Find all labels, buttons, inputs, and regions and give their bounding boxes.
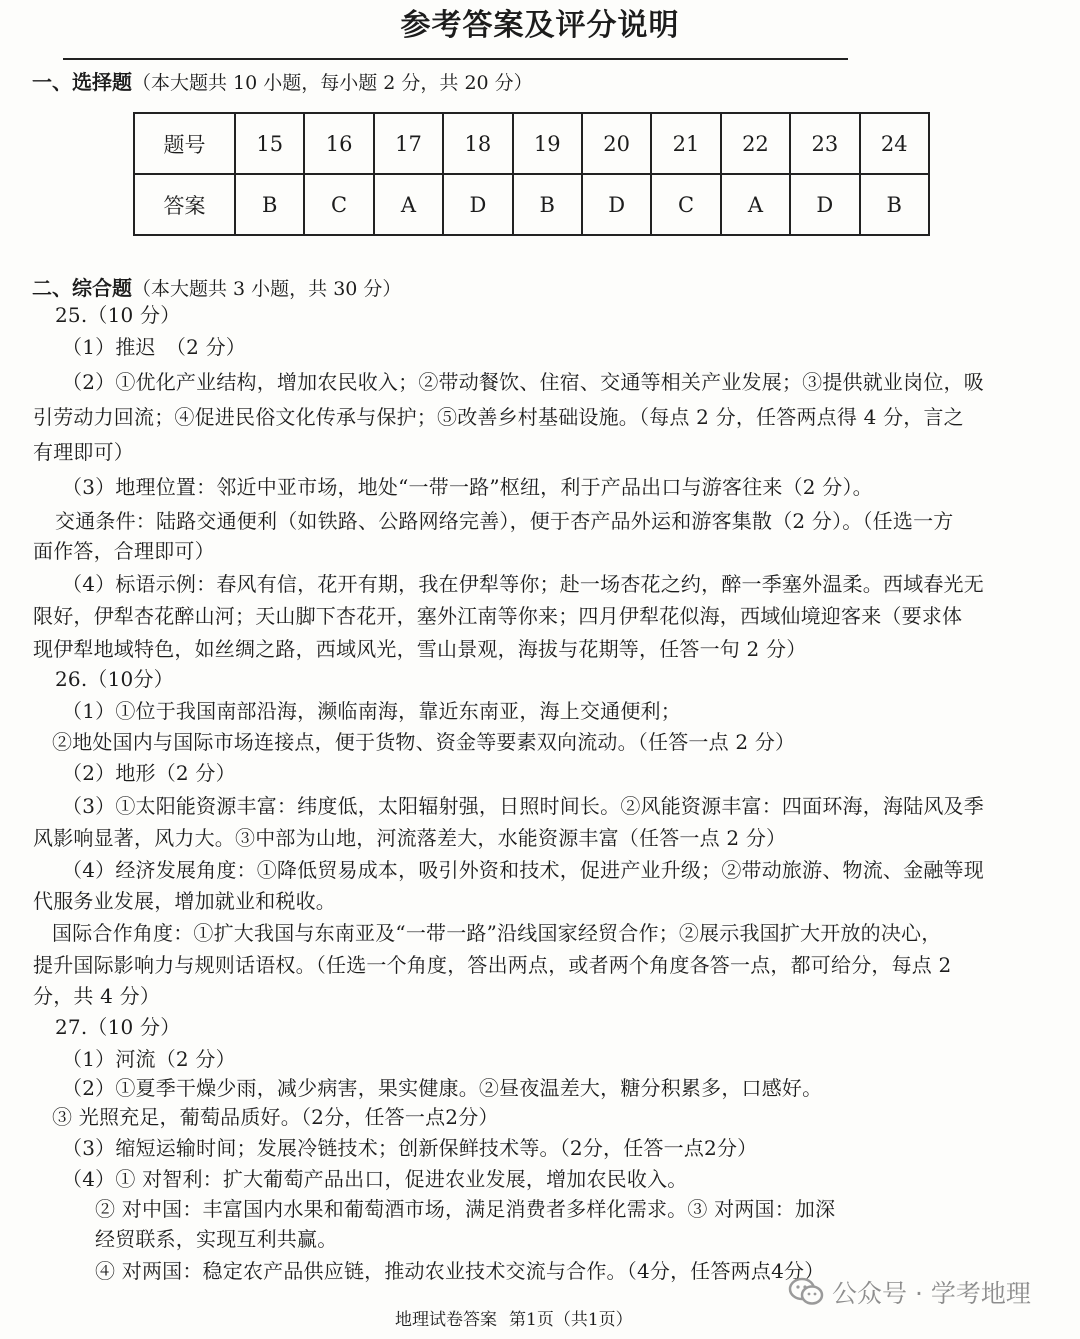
section-1-heading xyxy=(32,66,533,95)
answer-line: ④ 对两国：稳定农产品供应链，推动农业技术交流与合作。（4分，任答两点4分） xyxy=(95,1259,825,1283)
answer-line: （1）河流（2 分） xyxy=(62,1047,236,1071)
answer-line: ② 对中国：丰富国内水果和葡萄酒市场，满足消费者多样化需求。③ 对两国：加深 xyxy=(95,1197,836,1221)
table-cell: 18 xyxy=(443,113,512,174)
answer-table xyxy=(133,112,930,236)
answer-line: 经贸联系，实现互利共赢。 xyxy=(95,1227,338,1251)
table-cell: 21 xyxy=(651,113,720,174)
row-label-answer: 答案 xyxy=(134,174,235,235)
answer-line: 限好，伊犁杏花醉山河；天山脚下杏花开，塞外江南等你来；四月伊犁花似海，西域仙境迎客来（要求体 xyxy=(33,604,963,628)
answer-line: （2）地形（2 分） xyxy=(62,761,236,785)
answer-line: 交通条件：陆路交通便利（如铁路、公路网络完善），便于杏产品外运和游客集散（2 分）。（任选一方 xyxy=(55,509,954,533)
answer-line: （4）① 对智利：扩大葡萄产品出口，促进农业发展，增加农民收入。 xyxy=(62,1167,688,1191)
answer-line: （3）①太阳能资源丰富：纬度低，太阳辐射强，日照时间长。②风能资源丰富：四面环海，海陆风及季 xyxy=(62,794,984,818)
answer-line: 分，共 4 分） xyxy=(33,984,161,1008)
table-cell: B xyxy=(860,174,929,235)
table-cell: D xyxy=(582,174,651,235)
table-cell: 15 xyxy=(235,113,304,174)
table-cell: B xyxy=(235,174,304,235)
table-cell: A xyxy=(374,174,443,235)
answer-line: 现伊犁地域特色，如丝绸之路，西域风光，雪山景观，海拔与花期等，任答一句 2 分） xyxy=(33,637,807,661)
question-27-heading: 27.（10 分） xyxy=(55,1015,181,1039)
answer-line: （2）①优化产业结构，增加农民收入；②带动餐饮、住宿、交通等相关产业发展；③提供就业岗位，吸 xyxy=(62,370,984,394)
table-cell: 17 xyxy=(374,113,443,174)
answer-line: （3）缩短运输时间；发展冷链技术；创新保鲜技术等。（2分，任答一点2分） xyxy=(62,1136,758,1160)
table-cell: C xyxy=(651,174,720,235)
section-2-heading xyxy=(32,272,401,301)
table-cell: 16 xyxy=(304,113,373,174)
answer-line: （1）①位于我国南部沿海，濒临南海，靠近东南亚，海上交通便利； xyxy=(62,699,681,723)
table-cell: B xyxy=(513,174,582,235)
page-footer xyxy=(395,1305,645,1330)
answer-line: 风影响显著，风力大。③中部为山地，河流落差大，水能资源丰富（任答一点 2 分） xyxy=(33,826,787,850)
watermark-text: 公众号 · 学考地理 xyxy=(832,1279,1031,1308)
answer-line: （4）标语示例：春风有信，花开有期，我在伊犁等你；赴一场杏花之约，醉一季塞外温柔。西域春光无 xyxy=(62,572,984,596)
table-cell: C xyxy=(304,174,373,235)
watermark xyxy=(788,1272,1031,1312)
section-2-title: 二、综合题 xyxy=(32,276,132,300)
question-25-heading: 25.（10 分） xyxy=(55,303,181,327)
answer-line: ②地处国内与国际市场连接点，便于货物、资金等要素双向流动。（任答一点 2 分） xyxy=(52,730,796,754)
table-cell: D xyxy=(790,174,859,235)
table-row-answers xyxy=(134,174,929,235)
answer-line: （4）经济发展角度：①降低贸易成本，吸引外资和技术，促进产业升级；②带动旅游、物流、金融等现 xyxy=(62,858,984,882)
answer-line: 有理即可） xyxy=(33,440,134,464)
section-1-title: 一、选择题 xyxy=(32,70,132,94)
wechat-official-account-icon xyxy=(788,1277,824,1307)
answer-line: ③ 光照充足，葡萄品质好。（2分，任答一点2分） xyxy=(52,1105,499,1129)
answer-line: （1）推迟 （2 分） xyxy=(62,335,247,359)
table-cell: A xyxy=(721,174,790,235)
answer-line: 面作答，合理即可） xyxy=(33,539,215,563)
table-cell: 22 xyxy=(721,113,790,174)
footer-doc-title: 地理试卷答案 xyxy=(395,1310,497,1330)
answer-line: （3）地理位置：邻近中亚市场，地处“一带一路”枢纽，利于产品出口与游客往来（2 分）。 xyxy=(62,475,873,499)
answer-line: （2）①夏季干燥少雨，减少病害，果实健康。②昼夜温差大，糖分积累多，口感好。 xyxy=(62,1076,823,1100)
answer-line: 国际合作角度：①扩大我国与东南亚及“一带一路”沿线国家经贸合作；②展示我国扩大开放的决心， xyxy=(52,921,942,945)
answer-line: 提升国际影响力与规则话语权。（任选一个角度，答出两点，或者两个角度各答一点，都可给分，每点 2 xyxy=(33,953,952,977)
table-cell: 19 xyxy=(513,113,582,174)
question-26-heading: 26.（10分） xyxy=(55,667,174,691)
title-rule xyxy=(63,58,848,60)
answer-line: 引劳动力回流；④促进民俗文化传承与保护；⑤改善乡村基础设施。（每点 2 分，任答两点得 4 分，言之 xyxy=(33,405,964,429)
page-title: 参考答案及评分说明 xyxy=(400,8,680,43)
table-cell: 23 xyxy=(790,113,859,174)
section-2-note: （本大题共 3 小题，共 30 分） xyxy=(132,278,402,300)
section-1-note: （本大题共 10 小题，每小题 2 分，共 20 分） xyxy=(132,72,533,94)
table-cell: D xyxy=(443,174,512,235)
table-cell: 20 xyxy=(582,113,651,174)
answer-line: 代服务业发展，增加就业和税收。 xyxy=(33,889,336,913)
table-row-numbers xyxy=(134,113,929,174)
table-cell: 24 xyxy=(860,113,929,174)
footer-page-number: 第1页（共1页） xyxy=(509,1310,633,1330)
row-label-number: 题号 xyxy=(134,113,235,174)
